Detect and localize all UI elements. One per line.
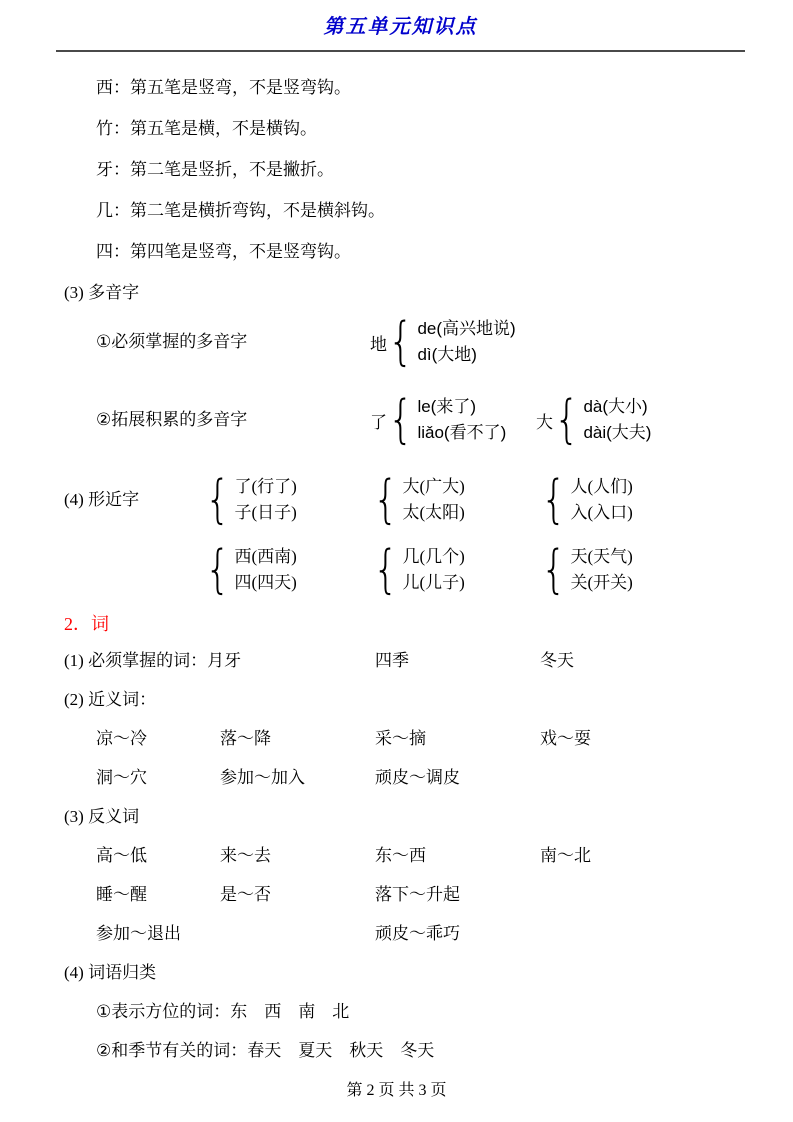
antonym-pair: 睡～醒	[96, 885, 147, 904]
similar-chars-row	[205, 470, 633, 530]
similar-char-group	[373, 540, 465, 600]
synonym-pair: 落～降	[220, 729, 271, 748]
polyphone-group	[370, 390, 507, 450]
similar-chars-row	[205, 540, 633, 600]
category-item: ②和季节有关的词：春天 夏天 秋天 冬天	[96, 1041, 435, 1060]
page-title: 第五单元知识点	[323, 16, 478, 38]
similar-char-group	[541, 470, 633, 530]
header-divider	[56, 50, 745, 52]
similar-char-group-slot	[373, 470, 541, 530]
similar-chars-rows	[205, 470, 633, 600]
polyphone-group-slot	[370, 390, 536, 450]
brace-icon: {	[388, 312, 414, 372]
polyphone-reading: de(高兴地说)	[417, 319, 516, 338]
antonym-pair: 南～北	[540, 846, 591, 865]
synonym-pair: 采～摘	[375, 729, 426, 748]
similar-char-group	[205, 470, 297, 530]
similar-char-group	[205, 540, 297, 600]
similar-char-group-slot	[373, 540, 541, 600]
stroke-notes	[64, 76, 737, 264]
polyphone-item-must-know	[96, 312, 737, 372]
similar-char-entry: 人(人们)	[570, 477, 633, 496]
polyphone-group	[536, 390, 652, 450]
antonym-row	[96, 883, 737, 907]
must-know-words-row	[64, 649, 737, 673]
polyphone-reading: dà(大小)	[583, 397, 648, 416]
antonym-pair: 东～西	[375, 846, 426, 865]
word-categories-label: (4) 词语归类	[64, 963, 157, 982]
category-item: ①表示方位的词：东 西 南 北	[96, 1002, 350, 1021]
antonym-pair: 落下～升起	[375, 885, 460, 904]
polyphone-item-extended	[96, 390, 737, 450]
synonyms-label: (2) 近义词：	[64, 690, 157, 709]
antonym-pair: 顽皮～乖巧	[375, 924, 460, 943]
synonym-row	[96, 766, 737, 790]
polyphone-reading: dài(大夫)	[583, 423, 652, 442]
brace-icon: {	[373, 540, 399, 600]
synonym-pair: 顽皮～调皮	[375, 768, 460, 787]
brace-icon: {	[541, 540, 567, 600]
brace-icon: {	[388, 390, 414, 450]
stroke-note: 牙：第二笔是竖折，不是撇折。	[96, 160, 334, 179]
antonym-row	[96, 922, 737, 946]
similar-char-entry: 儿(儿子)	[402, 573, 465, 592]
brace-icon: {	[205, 470, 231, 530]
antonyms-label: (3) 反义词	[64, 807, 140, 826]
polyphones-section-label: (3) 多音字	[64, 283, 140, 302]
polyphone-group	[370, 312, 516, 372]
polyphone-reading: le(来了)	[417, 397, 477, 416]
synonym-row	[96, 727, 737, 751]
similar-char-group-slot	[205, 470, 373, 530]
antonym-pair	[220, 922, 375, 946]
similar-chars-section	[64, 470, 737, 600]
similar-char-entry: 入(入口)	[570, 503, 633, 522]
synonym-pair: 参加～加入	[220, 768, 305, 787]
polyphone-reading: liǎo(看不了)	[417, 423, 507, 442]
antonym-pair	[540, 883, 737, 907]
similar-char-group-slot	[541, 470, 633, 530]
similar-chars-section-label: (4) 形近字	[64, 490, 140, 509]
brace-icon: {	[554, 390, 580, 450]
stroke-note: 四：第四笔是竖弯，不是竖弯钩。	[96, 242, 351, 261]
similar-char-entry: 子(日子)	[234, 503, 297, 522]
polyphone-item-label: ①必须掌握的多音字	[96, 332, 248, 351]
similar-char-entry: 四(四天)	[234, 573, 297, 592]
synonym-pair	[540, 766, 737, 790]
similar-char-group-slot	[541, 540, 633, 600]
antonym-pair: 参加～退出	[96, 924, 181, 943]
words-section-heading: 2．词	[64, 614, 109, 634]
synonym-pair: 凉～冷	[96, 729, 147, 748]
antonym-pair: 高～低	[96, 846, 147, 865]
brace-icon: {	[205, 540, 231, 600]
similar-char-group	[373, 470, 465, 530]
similar-char-group	[541, 540, 633, 600]
must-know-words-label: (1) 必须掌握的词：月牙	[64, 651, 242, 670]
similar-char-entry: 太(太阳)	[402, 503, 465, 522]
stroke-note: 西：第五笔是竖弯，不是竖弯钩。	[96, 78, 351, 97]
stroke-note: 竹：第五笔是横，不是横钩。	[96, 119, 317, 138]
similar-char-group-slot	[205, 540, 373, 600]
stroke-note: 几：第二笔是横折弯钩，不是横斜钩。	[96, 201, 385, 220]
polyphone-char: 大	[536, 412, 553, 432]
antonym-pair	[540, 922, 737, 946]
polyphone-reading: dì(大地)	[417, 345, 477, 364]
antonym-pair: 来～去	[220, 846, 271, 865]
brace-icon: {	[541, 470, 567, 530]
similar-char-entry: 西(西南)	[234, 547, 297, 566]
antonym-row	[96, 844, 737, 868]
similar-char-entry: 了(行了)	[234, 477, 297, 496]
synonym-pair: 洞～穴	[96, 768, 147, 787]
similar-char-entry: 关(开关)	[570, 573, 633, 592]
synonym-pair: 戏～耍	[540, 729, 591, 748]
polyphone-char: 了	[370, 412, 387, 432]
antonym-pair: 是～否	[220, 885, 271, 904]
footer-page-number: 第 2 页 共 3 页	[346, 1082, 447, 1099]
word-item: 冬天	[540, 651, 574, 670]
word-item: 四季	[375, 651, 409, 670]
similar-char-entry: 大(广大)	[402, 477, 465, 496]
similar-char-entry: 天(天气)	[570, 547, 633, 566]
similar-char-entry: 几(几个)	[402, 547, 465, 566]
brace-icon: {	[373, 470, 399, 530]
polyphone-char: 地	[370, 334, 387, 354]
polyphone-item-label: ②拓展积累的多音字	[96, 410, 248, 429]
